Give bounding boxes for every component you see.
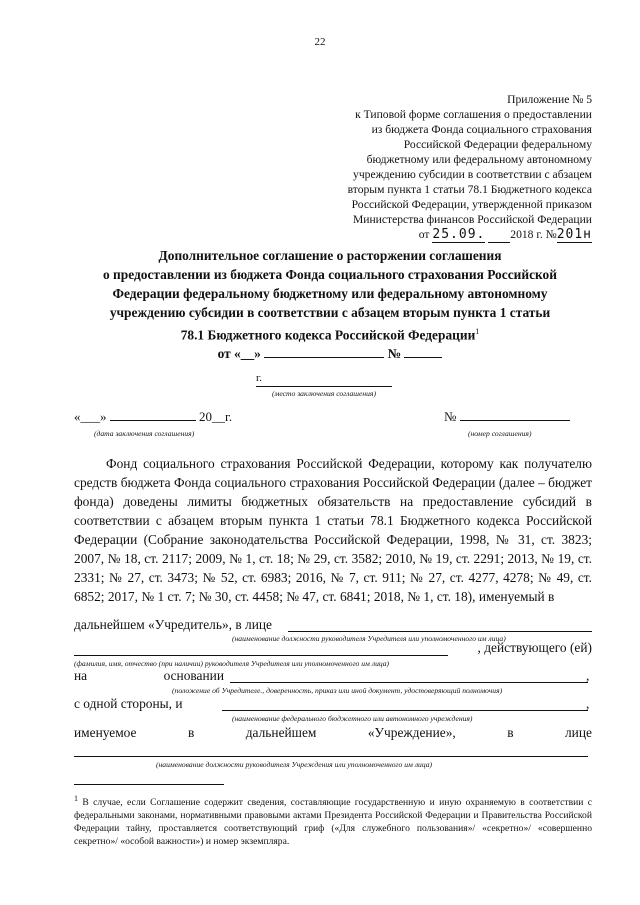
appendix-line: Приложение № 5 <box>507 93 592 106</box>
named-word: в <box>187 725 195 740</box>
head-blank <box>74 756 588 757</box>
fio-blank <box>74 655 448 656</box>
named-word: дальнейшем <box>245 725 317 740</box>
place-field <box>256 372 392 398</box>
order-date-blank <box>488 227 510 243</box>
title-number-blank <box>404 345 442 358</box>
date-year: 20__г. <box>199 409 233 424</box>
founder-caption: (наименование должности руководителя Учредителя или уполномоченного им лица) <box>232 634 506 643</box>
title-date-blank <box>264 345 384 358</box>
title-line-text: 78.1 Бюджетного кодекса Российской Федерации <box>180 327 476 343</box>
appendix-line: Министерства финансов Российской Федерации <box>352 213 592 226</box>
footnote-text: В случае, если Соглашение содержит сведения, составляющие государственную и иную охраняемую в соответствии с федеральными законами, нормативными правовыми актами Президента Российской Федерации и Правительства Российской Федерации тайну, проставляется соответствующий гриф («Для служебного пользования»/ «секретно»/ «совершенно секретно»/ «особой важности») и номер экземпляра. <box>74 797 592 848</box>
institution-blank <box>222 710 588 711</box>
title-line <box>60 322 600 344</box>
named-word: лице <box>564 725 592 740</box>
appendix-line: Российской Федерации, утвержденной приказом <box>351 198 592 211</box>
date-day: «___» <box>74 409 107 424</box>
document-title <box>60 246 600 363</box>
founder-text: дальнейшем «Учредитель», в лице <box>74 617 272 632</box>
basis-word-2: основании <box>163 668 224 683</box>
title-line: учреждению субсидии в соответствии с абзацем вторым пункта 1 статьи <box>109 305 551 320</box>
order-number-handwritten: 201н <box>556 227 592 242</box>
title-number-sign: № <box>387 346 402 362</box>
footnote-divider <box>74 784 224 785</box>
body-text: Фонд социального страхования Российской Федерации, которому как получателю средств бюджета Фонда социального страхования Российской Федерации (далее – бюджет фонда) доведены лимиты бюджетных обязательств на предоставление субсидий в соответствии с абзацем вторым пункта 1 статьи 78.1 Бюджетного кодекса Российской Федерации (Собрание законодательства Российской Федерации, 1998, № 31, ст. 3823; 2007, № 18, ст. 2117; 2009, № 1, ст. 18; № 29, ст. 3582; 2010, № 19, ст. 2291; 2013, № 19, ст. 2331; № 27, ст. 3473; № 52, ст. 6983; 2016, № 7, ст. 911; № 27, ст. 4277, 4278; № 49, ст. 6852; 2017, № 1 ст. 7; № 30, ст. 4458; № 47, ст. 6841; 2018, № 1, ст. 18), именуемый в <box>74 456 592 604</box>
appendix-line: вторым пункта 1 статьи 78.1 Бюджетного кодекса <box>347 183 592 196</box>
order-date-row <box>292 227 592 242</box>
appendix-header <box>292 92 592 242</box>
named-word: в <box>507 725 514 740</box>
basis-word-1: на <box>74 668 88 683</box>
title-date-prefix: от «__» <box>217 346 261 362</box>
acting-text: , действующего (ей) <box>477 640 592 655</box>
appendix-line: к Типовой форме соглашения о предоставлении <box>355 108 592 121</box>
place-caption: (место заключения соглашения) <box>272 389 376 398</box>
institution-caption: (наименование федерального бюджетного или автономного учреждения) <box>232 714 473 723</box>
body-paragraph <box>74 454 592 606</box>
basis-blank <box>230 682 588 683</box>
title-line: Дополнительное соглашение о расторжении соглашения <box>158 248 502 263</box>
named-line <box>74 725 592 741</box>
basis-line <box>74 668 224 684</box>
page-number: 22 <box>314 36 326 48</box>
fio-caption: (фамилия, имя, отчество (при наличии) руководителя Учредителя или уполномоченного им лица) <box>74 659 390 668</box>
order-date-prefix: от <box>418 228 430 241</box>
footnote-mark: 1 <box>74 794 78 803</box>
title-footnote-ref: 1 <box>475 327 480 336</box>
place-line <box>256 372 392 387</box>
order-year: 2018 г. № <box>510 228 557 241</box>
number-sign: № <box>444 409 457 424</box>
title-line: о предоставлении из бюджета Фонда социального страхования Российской <box>103 267 557 282</box>
title-line: Федерации федеральному бюджетному или федеральному автономному <box>112 286 548 301</box>
place-prefix: г. <box>256 372 263 384</box>
named-word: именуемое <box>74 725 137 740</box>
date-month-blank <box>110 408 196 421</box>
appendix-line: Российской Федерации федеральному <box>403 138 592 151</box>
founder-blank <box>288 631 592 632</box>
order-date-handwritten: 25.09. <box>432 227 486 242</box>
number-field <box>444 408 570 425</box>
footnote <box>74 792 592 848</box>
side-text: с одной стороны, и <box>74 696 183 711</box>
number-blank <box>460 408 570 421</box>
appendix-line: бюджетному или федеральному автономному <box>366 153 592 166</box>
date-field <box>74 408 232 425</box>
basis-caption: (положение об Учредителе., доверенность, приказ или иной документ, удостоверяющий полномочия) <box>172 686 503 695</box>
appendix-line: учреждению субсидии в соответствии с абзацем <box>353 168 592 181</box>
title-date-line <box>60 344 600 363</box>
basis-comma: , <box>586 668 590 683</box>
date-caption: (дата заключения соглашения) <box>94 429 195 438</box>
head-caption: (наименование должности руководителя Учреждения или уполномоченного им лица) <box>156 760 433 769</box>
named-word: «Учреждение», <box>367 725 456 740</box>
appendix-line: из бюджета Фонда социального страхования <box>371 123 592 136</box>
side-comma: , <box>586 696 590 711</box>
number-caption: (номер соглашения) <box>468 429 532 438</box>
